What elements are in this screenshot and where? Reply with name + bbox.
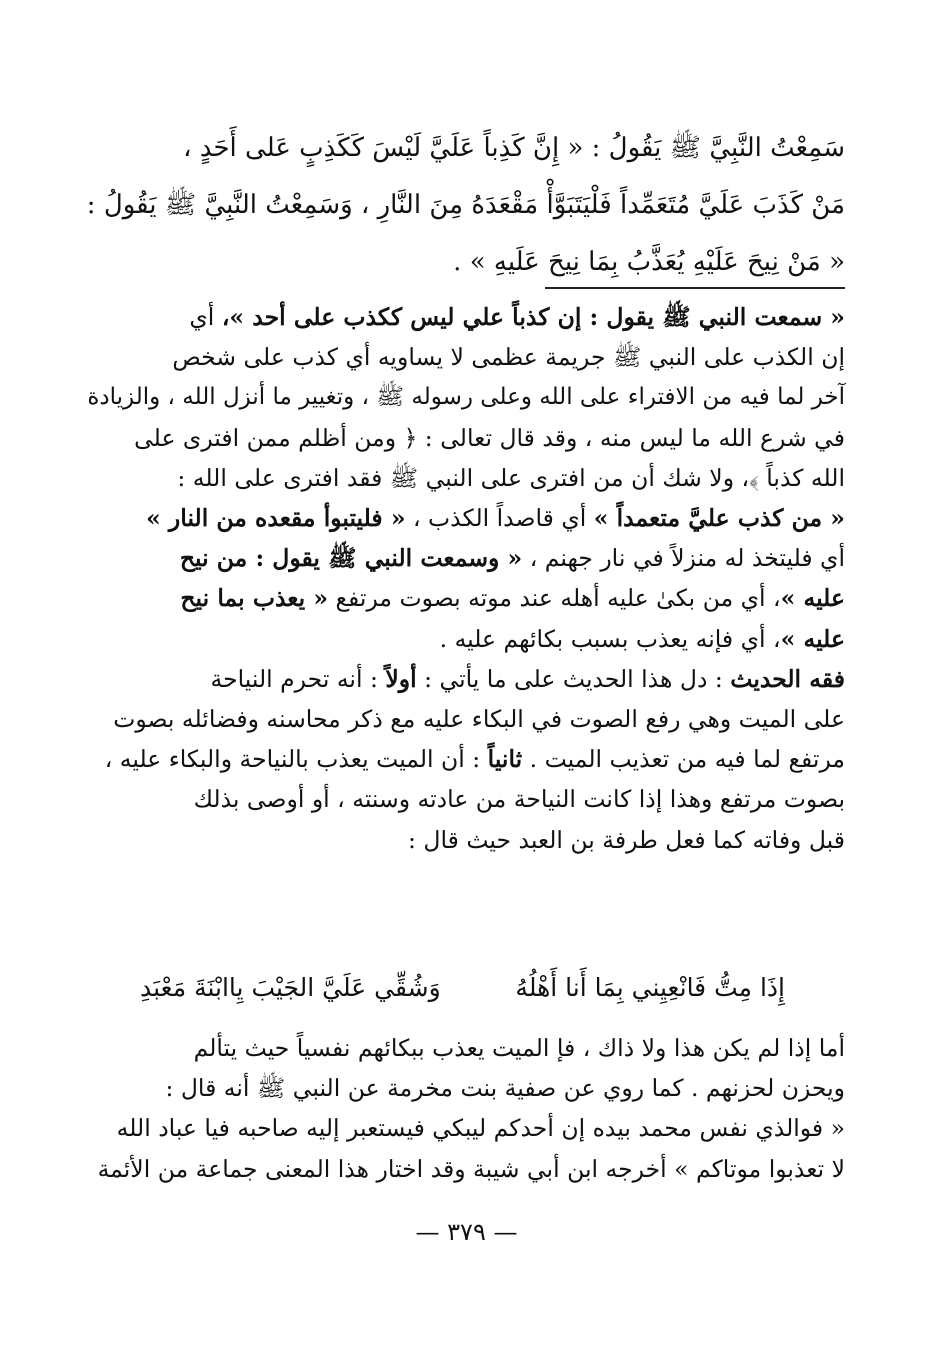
commentary-line (80, 538, 845, 578)
hadith-line: « مَنْ نِيحَ عَلَيْهِ يُعَذَّبُ بِمَا نِيحَ عَلَيهِ » . (453, 247, 845, 277)
commentary-text (80, 297, 845, 860)
point-label: ثانياً (487, 745, 523, 774)
bold-quote: « فليتبوأ مقعده من النار » (146, 504, 406, 533)
bold-quote: عليه » (780, 624, 845, 653)
bold-quote: « وسمعت النبي ﷺ يقول : من نيح (179, 544, 523, 573)
verse-second-hemistich: وَشُقِّي عَلَيَّ الجَيْبَ يِاابْنَةَ مَعْبَدِ (140, 973, 441, 1002)
closing-line: « فوالذي نفس محمد بيده إن أحدكم ليبكي فيستعبر إليه صاحبه فيا عباد الله (116, 1114, 845, 1143)
text-run: ، أي من بكىٰ عليه أهله عند موته بصوت مرتفع (328, 584, 781, 613)
commentary-line: في شرع الله ما ليس منه ، وقد قال تعالى : ﴿ ومن أظلم ممن افترى على (134, 423, 845, 452)
commentary-line (80, 739, 845, 779)
bold-quote: « سمعت النبي ﷺ يقول : إن كذباً علي ليس ككذب على أحد »، (221, 303, 845, 331)
text-run: : أن الميت يعذب بالنياحة والبكاء عليه ، (104, 745, 488, 774)
bold-quote: عليه » (780, 584, 845, 613)
hadith-line: سَمِعْتُ النَّبِيَّ ﷺ يَقُولُ : « إِنَّ كَذِباً عَلَيَّ لَيْسَ كَكَذِبٍ عَلى أَحَدٍ ، (183, 133, 845, 163)
commentary-line (80, 619, 845, 659)
commentary-line: قبل وفاته كما فعل طرفة بن العبد حيث قال : (408, 825, 845, 854)
verse-first-hemistich: إِذَا مِتُّ فَانْعِيِني بِمَا أَنا أَهْلُهُ (515, 973, 785, 1002)
commentary-line: إن الكذب على النبي ﷺ جريمة عظمى لا يساويه أي كذب على شخص (172, 343, 845, 372)
closing-line: لا تعذبوا موتاكم » أخرجه ابن أبي شيبة وقد اختار هذا المعنى جماعة من الأئمة (97, 1154, 845, 1183)
text-run: مرتفع لما فيه من تعذيب الميت . (522, 745, 845, 774)
closing-line: أما إذا لم يكن هذا ولا ذاك ، فإ الميت يعذب ببكائهم نفسياً حيث يتألم (193, 1034, 845, 1062)
commentary-line (80, 498, 845, 538)
text-run: أي فليتخذ له منزلاً في نار جهنم ، (522, 544, 845, 573)
bold-quote: « من كذب عليَّ متعمداً » (593, 504, 845, 533)
commentary-line (80, 297, 845, 337)
commentary-line: الله كذباً ﴾، ولا شك أن من افترى على النبي ﷺ فقد افترى على الله : (177, 463, 845, 492)
hadith-text (80, 120, 845, 291)
page-number: — ٣٧٩ — (415, 1218, 518, 1246)
separator-rule (545, 287, 845, 289)
commentary-line: على الميت وهي رفع الصوت في البكاء عليه مع ذكر محاسنه وفضائله بصوت (113, 705, 845, 734)
commentary-line (80, 659, 845, 699)
text-run: : أنه تحرم النياحة (210, 664, 386, 693)
closing-line: ويحزن لحزنهم . كما روي عن صفية بنت مخرمة عن النبي ﷺ أنه قال : (165, 1074, 845, 1103)
bold-quote: « يعذب بما نيح (180, 584, 329, 613)
commentary-line (80, 578, 845, 618)
text-run: ، أي فإنه يعذب بسبب بكائهم عليه . (439, 624, 781, 653)
text-run: : دل هذا الحديث على ما يأتي : (416, 664, 731, 693)
point-label: أولاً (385, 664, 417, 693)
commentary-line: بصوت مرتفع وهذا إذا كانت النياحة من عادته وسنته ، أو أوصى بذلك (193, 785, 845, 814)
text-run: أي (189, 303, 222, 331)
section-heading: فقه الحديث (730, 664, 845, 693)
text-run: أي قاصداً الكذب ، (405, 504, 594, 533)
hadith-line: مَنْ كَذَبَ عَلَيَّ مُتَعَمِّداً فَلْيَتَبَوَّأْ مَقْعَدَهُ مِنَ النَّارِ ، وَسَمِعْتُ النَّبِيَّ ﷺ يَقُولُ : (86, 190, 845, 220)
closing-text (80, 1028, 845, 1189)
commentary-line: آخر لما فيه من الافتراء على الله وعلى رسوله ﷺ ، وتغيير ما أنزل الله ، والزيادة (87, 384, 845, 411)
